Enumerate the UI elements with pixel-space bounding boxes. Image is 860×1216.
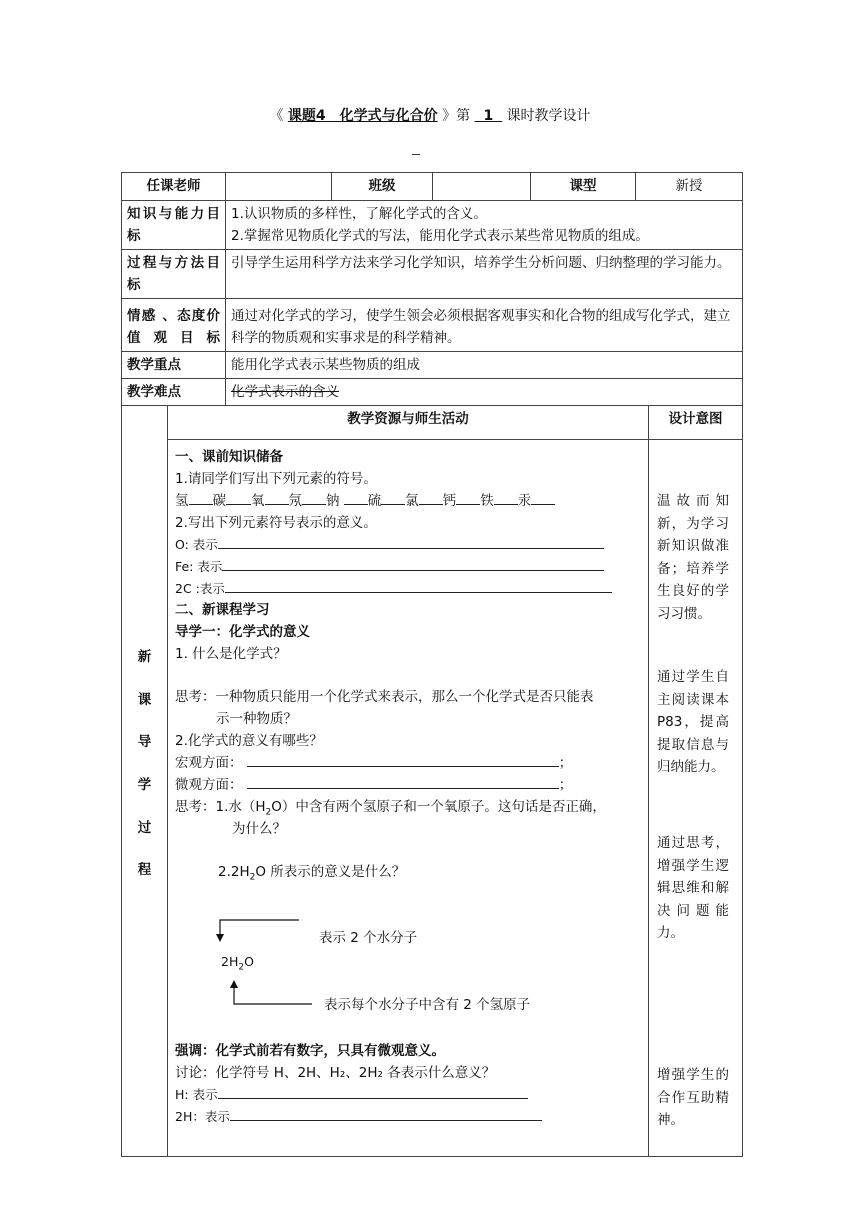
intent-note-1: 温故而知新，为学习新知识做准备；培养学生良好的学习习惯。 (657, 493, 729, 622)
semicolon: ； (558, 755, 573, 771)
emphasis-note: 强调：化学式前若有数字，只具有微观意义。 (175, 1043, 445, 1059)
2h-meaning-line (175, 1106, 542, 1128)
teacher-value (226, 173, 332, 201)
goal-content: 通过对化学式的学习，使学生领会必须根据客观事实和化合物的组成写化学式，建立科学的物质观和实事求是的科学精神。 (226, 299, 743, 352)
answer-blank[interactable] (247, 774, 559, 789)
goal-row-knowledge (122, 201, 743, 250)
goal-row-process (122, 250, 743, 299)
question-what-is-formula: 1. 什么是化学式？ (175, 646, 287, 662)
2c-label: 2C :表示 (175, 581, 225, 596)
answer-blank[interactable] (419, 490, 443, 505)
goal-content (226, 201, 743, 250)
title-open: 《 (269, 108, 284, 124)
element-label: 钙 (442, 493, 457, 509)
intent-note-4: 增强学生的合作互助精神。 (657, 1067, 729, 1128)
answer-blank[interactable] (218, 1084, 528, 1099)
question-2: 2.写出下列元素符号表示的意义。 (175, 515, 377, 531)
o-label: O: 表示 (175, 537, 218, 552)
title-topic: 课题4 化学式与化合价 (287, 108, 438, 124)
question-1: 1.请同学们写出下列元素的符号。 (175, 471, 377, 487)
process-header-row (122, 406, 743, 440)
macro-label: 宏观方面： (175, 755, 243, 771)
question-meanings: 2.化学式的意义有哪些？ (175, 733, 323, 749)
activity-header: 教学资源与师生活动 (168, 406, 649, 440)
activity-content (168, 440, 649, 1157)
answer-blank[interactable] (531, 490, 555, 505)
element-label: 汞 (517, 493, 532, 509)
think-2-line-b: 为什么？ (232, 821, 286, 837)
h-meaning-line (175, 1084, 528, 1106)
element-label: 碳 (212, 493, 226, 509)
side-char: 新 (137, 649, 152, 665)
answer-blank[interactable] (494, 490, 518, 505)
section-1-title: 一、课前知识储备 (175, 449, 283, 465)
element-label: 铁 (480, 493, 494, 509)
formula-part: O (244, 954, 254, 969)
side-char: 导 (137, 734, 152, 750)
goal-line: 1.认识物质的多样性，了解化学式的含义。 (231, 206, 487, 222)
key-point-label: 教学重点 (122, 352, 226, 379)
class-value (433, 173, 531, 201)
type-value: 新授 (636, 173, 743, 201)
arrow-2-label: 表示每个水分子中含有 2 个氢原子 (324, 997, 531, 1013)
semicolon: ； (558, 777, 573, 793)
type-label: 课型 (531, 173, 636, 201)
macro-line (175, 752, 572, 774)
teacher-label: 任课老师 (122, 173, 226, 201)
fe-label: Fe: 表示 (175, 559, 223, 574)
subscript: 2 (249, 872, 256, 883)
goal-line: 2.掌握常见物质化学式的写法，能用化学式表示某些常见物质的组成。 (231, 228, 649, 244)
intent-content (649, 440, 743, 1157)
key-point-row (122, 352, 743, 379)
element-label: 硫 (367, 493, 382, 509)
answer-blank[interactable] (222, 556, 604, 571)
formula-part: 2H (221, 954, 239, 969)
element-blanks (175, 490, 555, 512)
intent-header: 设计意图 (649, 406, 743, 440)
process-side-label (122, 406, 168, 1157)
micro-line (175, 774, 572, 796)
goal-label: 情感 、态度价值观目标 (122, 299, 226, 352)
element-label: 氢 (175, 493, 189, 509)
answer-blank[interactable] (265, 490, 289, 505)
think-3-text: 2.2H (218, 864, 250, 880)
subscript: 2 (265, 807, 272, 818)
title-suffix: 课时教学设计 (506, 108, 591, 124)
side-char: 学 (137, 777, 152, 793)
goal-label: 过程与方法目标 (122, 250, 226, 299)
element-label: 氧 (251, 493, 265, 509)
intent-note-2: 通过学生自主阅读课本 P83，提高提取信息与归纳能力。 (657, 669, 729, 775)
answer-blank[interactable] (344, 490, 368, 505)
element-label: 氖 (288, 493, 302, 509)
goal-content: 引导学生运用科学方法来学习化学知识，培养学生分析问题、归纳整理的学习能力。 (226, 250, 743, 299)
h-label: H: 表示 (175, 1087, 218, 1102)
section-2-title: 二、新课程学习 (175, 602, 270, 618)
think-3-text-2: O 所表示的意义是什么？ (255, 864, 406, 880)
guide-1-title: 导学一：化学式的意义 (175, 624, 310, 640)
think-1-line-b: 示一种物质？ (216, 711, 297, 727)
difficulty-value (226, 379, 743, 406)
goal-label: 知识与能力目标 (122, 201, 226, 250)
answer-blank[interactable] (226, 490, 251, 505)
answer-blank[interactable] (381, 490, 405, 505)
think-2-text-2: O）中含有两个氢原子和一个氧原子。这句话是否正确， (271, 799, 606, 815)
page-title (0, 105, 860, 125)
answer-blank[interactable] (225, 578, 612, 593)
fe-meaning-line (175, 556, 604, 578)
lesson-plan-table (121, 172, 743, 1157)
2c-meaning-line (175, 578, 612, 600)
micro-label: 微观方面： (175, 777, 243, 793)
arrow-1-label: 表示 2 个水分子 (319, 930, 418, 946)
side-char: 过 (137, 820, 152, 836)
element-label: 钠 (326, 493, 340, 509)
think-1-line-a: 思考：一种物质只能用一个化学式来表示，那么一个化学式是否只能表 (175, 689, 594, 705)
difficulty-row (122, 379, 743, 406)
side-char: 课 (137, 692, 152, 708)
answer-blank[interactable] (302, 490, 326, 505)
think-2-text: 思考：1.水（H (175, 799, 266, 815)
answer-blank[interactable] (218, 534, 604, 549)
answer-blank[interactable] (189, 490, 213, 505)
discussion-question: 讨论：化学符号 H、2H、H₂、2H₂ 各表示什么意义？ (175, 1065, 496, 1081)
2h-label: 2H：表示 (175, 1109, 230, 1124)
difficulty-label: 教学难点 (122, 379, 226, 406)
class-label: 班级 (332, 173, 433, 201)
process-body-row (122, 440, 743, 1157)
subscript: 2 (238, 962, 245, 973)
key-point-value: 能用化学式表示某些物质的组成 (226, 352, 743, 379)
goal-row-emotion (122, 299, 743, 352)
answer-blank[interactable] (456, 490, 480, 505)
header-row (122, 173, 743, 201)
title-lesson: 1 (483, 108, 494, 124)
dash-mark (412, 154, 420, 155)
element-label: 氯 (405, 493, 419, 509)
title-mid: 》第 (442, 108, 471, 124)
h2o-formula (221, 951, 254, 979)
think-3-line (218, 861, 405, 889)
intent-note-3: 通过思考，增强学生逻辑思维和解决问题能力。 (657, 835, 729, 941)
o-meaning-line (175, 534, 604, 556)
side-char: 程 (137, 862, 152, 878)
answer-blank[interactable] (230, 1106, 542, 1121)
difficulty-text: 化学式表示的含义 (231, 384, 339, 400)
answer-blank[interactable] (247, 752, 559, 767)
